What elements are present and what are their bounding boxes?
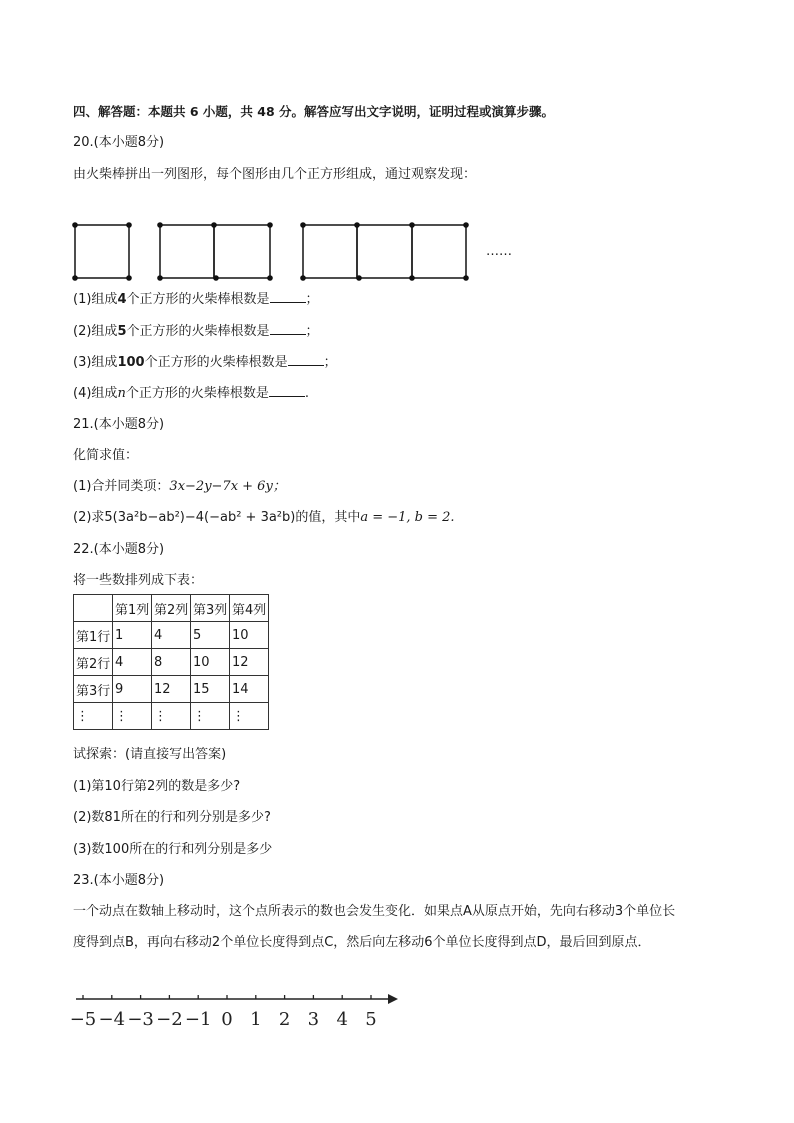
section-heading: 四、解答题：本题共 6 小题，共 48 分。解答应写出文字说明，证明过程或演算步骤。 [73,104,555,119]
arrow-right-icon [388,994,398,1004]
table-row [74,622,269,649]
figure-3-square-1 [303,225,357,278]
figure-3-square-3 [412,225,466,278]
table-cell: 10 [191,649,230,676]
figure-3-square-2 [357,225,412,278]
q21-part-1: (1)合并同类项：3x−2y−7x + 6y； [73,479,286,494]
table-cell: 8 [152,649,191,676]
table-cell: 第3行 [74,676,113,703]
number-line-tick-label: 5 [365,1009,377,1030]
number-line-tick-label: −2 [156,1009,183,1030]
figure-2-square-1 [160,225,214,278]
table-cell: ⋮ [113,703,152,730]
table-cell: 12 [230,649,269,676]
table-cell: 9 [113,676,152,703]
table-header-cell: 第3列 [191,595,230,622]
table-cell: ⋮ [230,703,269,730]
answer-blank[interactable] [288,353,324,366]
q23-line-1: 一个动点在数轴上移动时，这个点所表示的数也会发生变化．如果点A从原点开始，先向右移动3个单位长 [73,904,676,919]
number-table [73,594,269,730]
table-header-cell: 第1列 [113,595,152,622]
table-cell: 第1行 [74,622,113,649]
number-line-tick-label: 0 [221,1009,233,1030]
table-header-cell: 第2列 [152,595,191,622]
answer-blank[interactable] [270,290,306,303]
number-line-tick-label: 3 [307,1009,320,1030]
q20-part-2: (2)组成5个正方形的火柴棒根数是 ； [73,324,319,339]
q22-question-1: (1)第10行第2列的数是多少? [73,779,241,794]
q20-header: 20.(本小题8分) [73,135,165,150]
number-line-tick-label: −4 [98,1009,126,1030]
table-cell: 4 [113,649,152,676]
q21-header: 21.(本小题8分) [73,417,165,432]
q22-question-2: (2)数81所在的行和列分别是多少? [73,810,271,825]
table-cell: 12 [152,676,191,703]
q21-part-2: (2)求5(3a²b−ab²)−4(−ab² + 3a²b)的值，其中a = −1, b = 2. [73,510,455,525]
number-line-tick-label: 4 [336,1009,348,1030]
q22-intro: 将一些数排列成下表： [73,573,204,588]
table-cell: 15 [191,676,230,703]
table-cell: 10 [230,622,269,649]
q22-header: 22.(本小题8分) [73,542,165,557]
number-line-tick-label: −3 [127,1009,154,1030]
figure-ellipsis: …… [486,244,512,259]
number-line-tick-label: −1 [184,1009,212,1030]
matchstick-figures [60,215,520,285]
q21-intro: 化简求值： [73,448,139,463]
table-header-cell [74,595,113,622]
table-cell: ⋮ [191,703,230,730]
number-line-tick-label: −5 [69,1009,97,1030]
answer-blank[interactable] [269,384,305,397]
table-cell: 1 [113,622,152,649]
table-cell: ⋮ [74,703,113,730]
q20-intro: 由火柴棒拼出一列图形，每个图形由几个正方形组成，通过观察发现： [73,167,477,182]
answer-blank[interactable] [270,322,306,335]
q23-line-2: 度得到点B，再向右移动2个单位长度得到点C，然后向左移动6个单位长度得到点D，最后回到原点． [73,935,651,950]
number-line-tick-label: 1 [250,1009,262,1030]
number-line-tick-label: 2 [278,1009,291,1030]
table-row [74,676,269,703]
q23-header: 23.(本小题8分) [73,873,165,888]
table-header-cell: 第4列 [230,595,269,622]
q20-part-3: (3)组成100个正方形的火柴棒根数是 ； [73,355,337,370]
q20-part-4: (4)组成n个正方形的火柴棒根数是 . [73,386,309,401]
q20-part-1: (1)组成4个正方形的火柴棒根数是 ； [73,292,319,307]
q22-explore: 试探索：(请直接写出答案) [73,747,227,762]
table-cell: 14 [230,676,269,703]
table-cell: 5 [191,622,230,649]
figure-2-square-2 [214,225,270,278]
figure-1-square [75,225,129,278]
table-header-row [74,595,269,622]
table-cell: 4 [152,622,191,649]
number-line [66,985,406,1035]
table-cell: ⋮ [152,703,191,730]
q22-question-3: (3)数100所在的行和列分别是多少 [73,842,273,857]
table-row [74,703,269,730]
table-cell: 第2行 [74,649,113,676]
table-row [74,649,269,676]
